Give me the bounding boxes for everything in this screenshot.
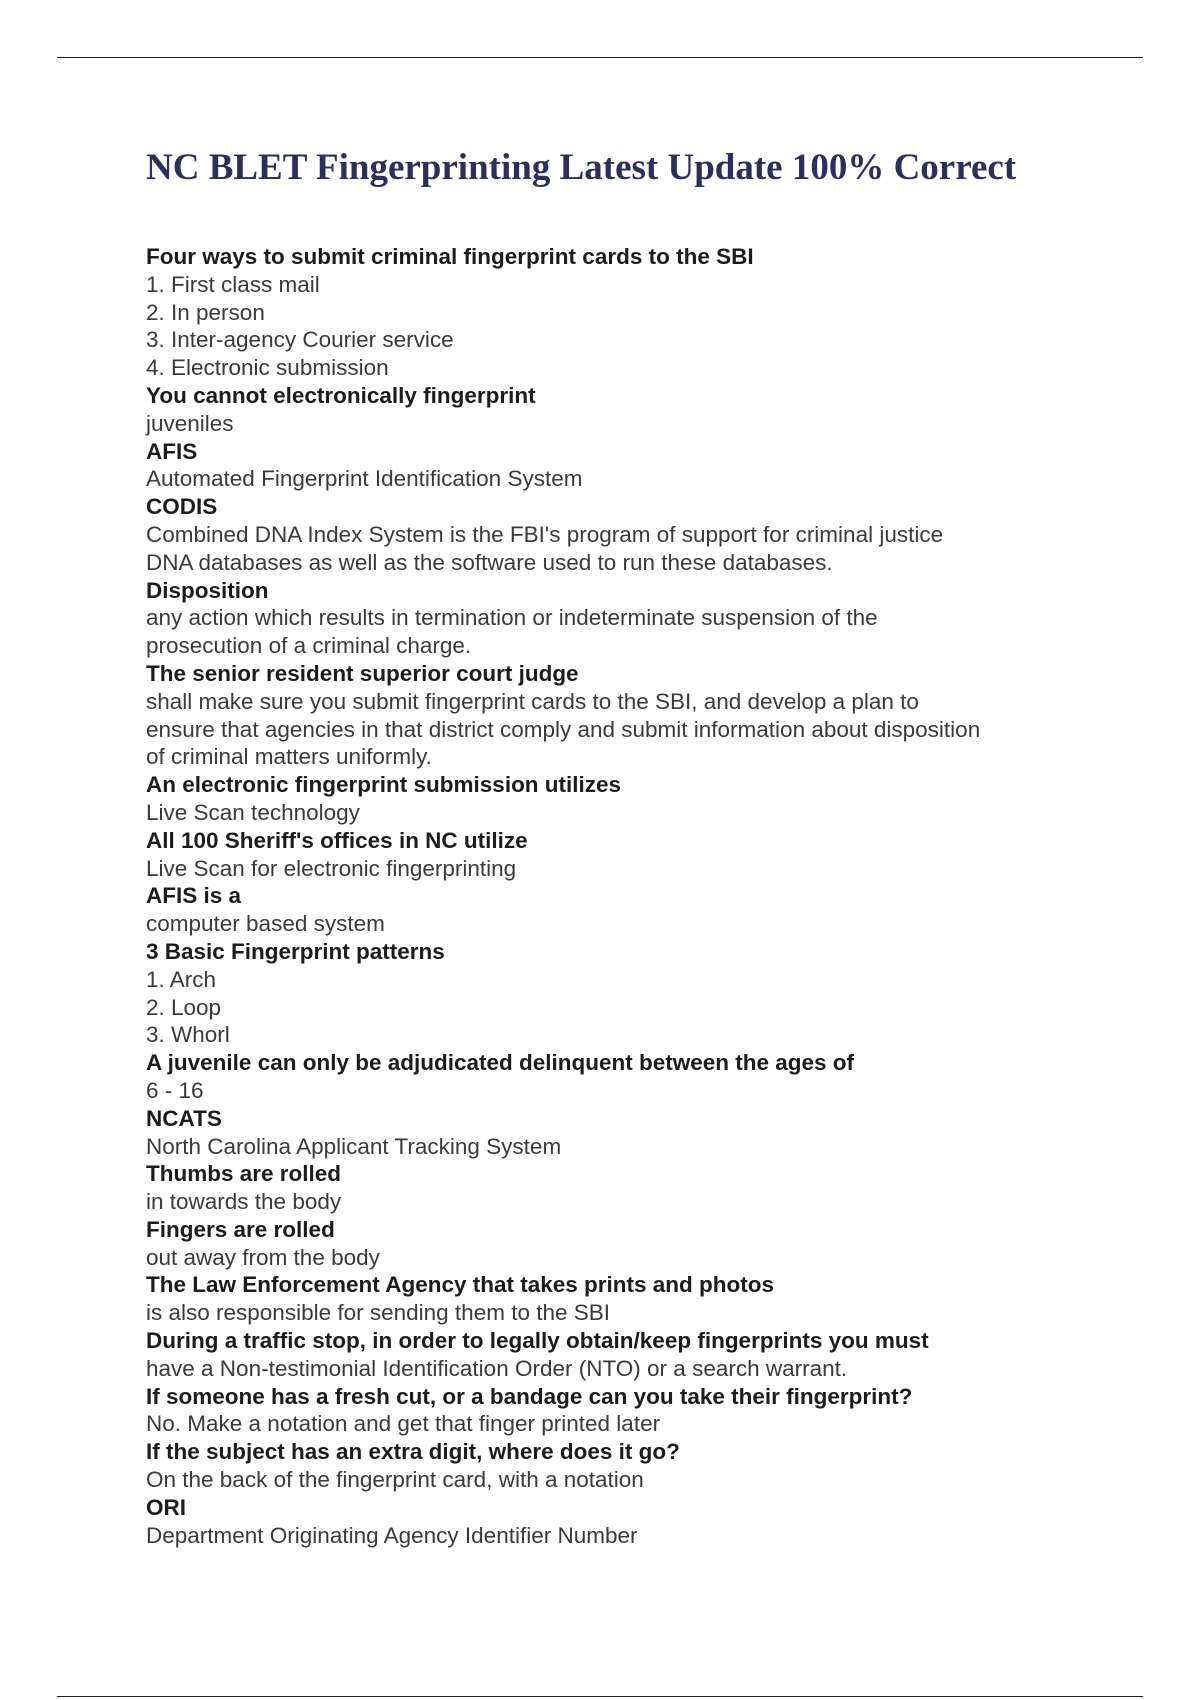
question-term: An electronic fingerprint submission utilizes	[146, 772, 622, 798]
answer-line: 3. Whorl	[146, 1022, 230, 1048]
answer-line: computer based system	[146, 911, 385, 937]
question-term: CODIS	[146, 494, 218, 520]
question-term: Disposition	[146, 577, 269, 603]
answer-line: in towards the body	[146, 1189, 342, 1215]
answer-line: No. Make a notation and get that finger printed later	[146, 1411, 661, 1437]
question-term: During a traffic stop, in order to legally obtain/keep fingerprints you must	[146, 1328, 929, 1354]
question-term: AFIS	[146, 438, 198, 464]
answer-line: On the back of the fingerprint card, with a notation	[146, 1467, 644, 1493]
qa-item	[146, 1494, 1076, 1550]
qa-item	[146, 1216, 1076, 1272]
answer-line: Live Scan technology	[146, 799, 360, 825]
question-term: NCATS	[146, 1105, 222, 1131]
answer-line: out away from the body	[146, 1244, 380, 1270]
qa-item	[146, 1383, 1076, 1439]
qa-item	[146, 1160, 1076, 1216]
question-term: A juvenile can only be adjudicated delinquent between the ages of	[146, 1050, 855, 1076]
answer-line: have a Non-testimonial Identification Order (NTO) or a search warrant.	[146, 1355, 848, 1381]
qa-item	[146, 243, 1076, 382]
question-term: If someone has a fresh cut, or a bandage can you take their fingerprint?	[146, 1383, 913, 1409]
question-term: Four ways to submit criminal fingerprint cards to the SBI	[146, 244, 754, 269]
question-term: If the subject has an extra digit, where does it go?	[146, 1439, 680, 1465]
qa-item	[146, 660, 1076, 771]
qa-item	[146, 1105, 1076, 1161]
answer-line: prosecution of a criminal charge.	[146, 633, 472, 659]
qa-item	[146, 438, 1076, 494]
qa-item	[146, 771, 1076, 827]
question-term: AFIS is a	[146, 883, 242, 909]
answer-line: juveniles	[146, 410, 234, 436]
question-term: Thumbs are rolled	[146, 1161, 342, 1187]
document-title: NC BLET Fingerprinting Latest Update 100% Correct	[146, 147, 1017, 188]
answer-line: Department Originating Agency Identifier Number	[146, 1522, 638, 1548]
answer-line: 1. First class mail	[146, 271, 320, 297]
question-term: The senior resident superior court judge	[146, 660, 579, 686]
answer-line: Live Scan for electronic fingerprinting	[146, 855, 517, 881]
question-term: Fingers are rolled	[146, 1216, 335, 1242]
answer-line: of criminal matters uniformly.	[146, 744, 432, 770]
answer-line: shall make sure you submit fingerprint cards to the SBI, and develop a plan to	[146, 688, 919, 714]
answer-line: 1. Arch	[146, 966, 217, 992]
answer-line: DNA databases as well as the software used to run these databases.	[146, 549, 833, 575]
question-term: ORI	[146, 1494, 187, 1520]
answer-line: ensure that agencies in that district comply and submit information about disposition	[146, 716, 981, 742]
qa-item	[146, 882, 1076, 938]
qa-item	[146, 1438, 1076, 1494]
header-rule	[57, 57, 1143, 58]
qa-item	[146, 938, 1076, 1049]
qa-item	[146, 577, 1076, 660]
footer-rule	[57, 1696, 1143, 1697]
qa-item	[146, 382, 1076, 438]
answer-line: North Carolina Applicant Tracking System	[146, 1133, 562, 1159]
qa-item	[146, 1049, 1076, 1105]
answer-line: is also responsible for sending them to the SBI	[146, 1300, 611, 1326]
answer-line: 3. Inter-agency Courier service	[146, 327, 454, 353]
qa-item	[146, 1271, 1076, 1327]
answer-line: Automated Fingerprint Identification System	[146, 466, 583, 492]
answer-line: 6 - 16	[146, 1077, 204, 1103]
qa-list	[146, 243, 1076, 1549]
question-term: 3 Basic Fingerprint patterns	[146, 938, 445, 964]
qa-item	[146, 1327, 1076, 1383]
answer-line: any action which results in termination or indeterminate suspension of the	[146, 605, 878, 631]
answer-line: 2. Loop	[146, 994, 222, 1020]
question-term: All 100 Sheriff's offices in NC utilize	[146, 827, 528, 853]
answer-line: 2. In person	[146, 299, 265, 325]
answer-line: Combined DNA Index System is the FBI's program of support for criminal justice	[146, 521, 944, 547]
qa-item	[146, 827, 1076, 883]
question-term: The Law Enforcement Agency that takes prints and photos	[146, 1272, 775, 1298]
answer-line: 4. Electronic submission	[146, 355, 389, 381]
question-term: You cannot electronically fingerprint	[146, 382, 536, 408]
qa-item	[146, 493, 1076, 576]
